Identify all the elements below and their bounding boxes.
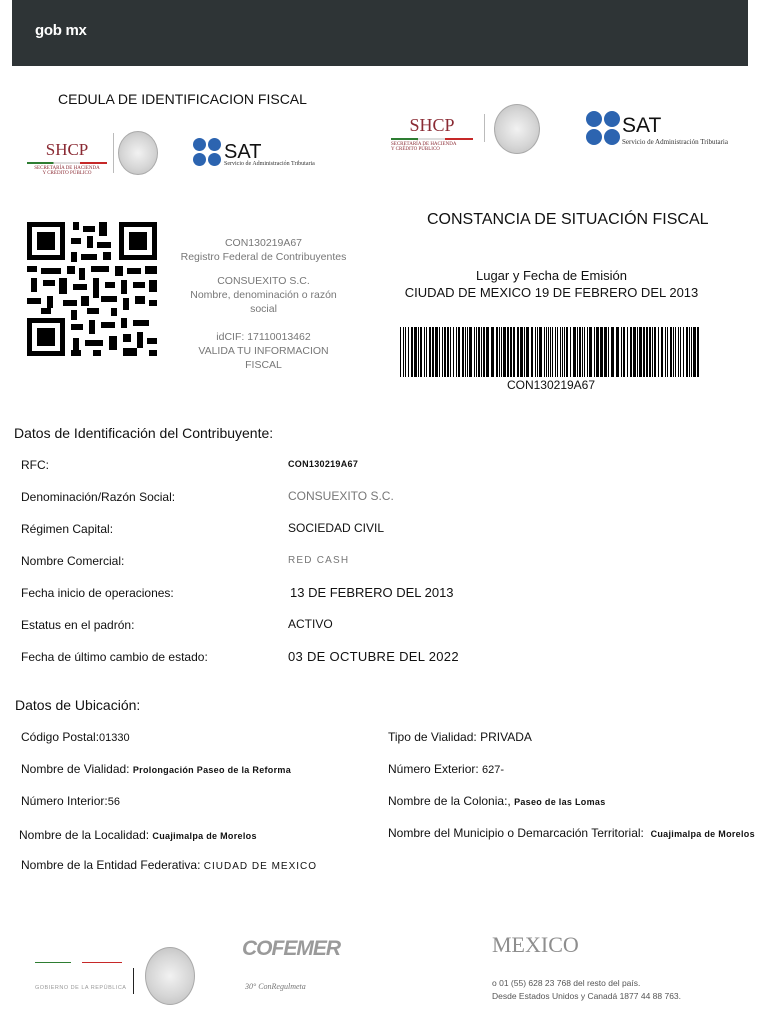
vialidad-label: Nombre de Vialidad:	[21, 762, 130, 776]
barcode-bar	[550, 327, 551, 377]
sat-text-right: SAT	[622, 114, 662, 137]
vialidad-row	[21, 762, 291, 776]
divider-right	[484, 114, 485, 142]
card-name: CONSUEXITO S.C.	[217, 275, 310, 287]
sat-sub-right: Servicio de Administración Tributaria	[622, 138, 728, 146]
barcode-bar	[673, 327, 674, 377]
barcode-bar	[573, 327, 576, 377]
barcode-bar	[481, 327, 482, 377]
barcode-bar	[444, 327, 446, 377]
barcode-bar	[611, 327, 614, 377]
id-value-estatus: ACTIVO	[288, 617, 333, 631]
barcode	[400, 327, 702, 377]
id-value-inicio: 13 DE FEBRERO DEL 2013	[290, 585, 454, 600]
constancia-title: CONSTANCIA DE SITUACIÓN FISCAL	[427, 211, 709, 228]
ext-value: 627-	[482, 764, 505, 776]
barcode-bar	[432, 327, 434, 377]
identificacion-heading: Datos de Identificación del Contribuyente:	[14, 425, 274, 441]
barcode-bar	[539, 327, 542, 377]
entidad-label: Nombre de la Entidad Federativa:	[21, 858, 201, 872]
entidad-value: CIUDAD DE MEXICO	[203, 861, 318, 872]
barcode-bar	[456, 327, 457, 377]
footer-phones	[492, 977, 681, 1003]
colonia-value: Paseo de las Lomas	[514, 797, 606, 807]
barcode-bar	[469, 327, 472, 377]
tipo-label: Tipo de Vialidad:	[388, 730, 477, 744]
id-value-razon: CONSUEXITO S.C.	[288, 489, 394, 503]
footer-line-green	[35, 962, 71, 963]
barcode-bar	[608, 327, 609, 377]
id-label-estatus: Estatus en el padrón:	[21, 618, 135, 632]
id-value-regimen: SOCIEDAD CIVIL	[288, 521, 385, 535]
tipo-row	[388, 730, 532, 744]
barcode-bar	[587, 327, 588, 377]
localidad-label: Nombre de la Localidad:	[19, 828, 150, 842]
cp-row	[21, 730, 130, 744]
barcode-bar	[442, 327, 443, 377]
barcode-bar	[667, 327, 668, 377]
shcp-text: SHCP	[45, 140, 89, 159]
id-value-rfc: CON130219A67	[288, 459, 359, 469]
sat-dots-icon	[193, 138, 221, 166]
sat-dots-icon-right	[586, 111, 620, 145]
barcode-bar	[405, 327, 406, 377]
card-rfc-label: Registro Federal de Contribuyentes	[180, 251, 347, 263]
shcp-sub2-right: Y CRÉDITO PÚBLICO	[391, 147, 440, 152]
barcode-bar	[621, 327, 622, 377]
int-label: Número Interior:	[21, 794, 108, 808]
barcode-bar	[560, 327, 561, 377]
barcode-bar	[435, 327, 438, 377]
vialidad-value: Prolongación Paseo de la Reforma	[132, 765, 291, 775]
barcode-bar	[686, 327, 688, 377]
barcode-bar	[566, 327, 568, 377]
barcode-bar	[524, 327, 525, 377]
barcode-bar	[411, 327, 413, 377]
tipo-value: PRIVADA	[480, 730, 532, 744]
barcode-bar	[548, 327, 549, 377]
footer-line-red	[82, 962, 122, 963]
barcode-bar	[616, 327, 619, 377]
barcode-bar	[654, 327, 656, 377]
barcode-bar	[639, 327, 642, 377]
id-label-rfc: RFC:	[21, 458, 49, 472]
barcode-bar	[652, 327, 653, 377]
barcode-bar	[570, 327, 571, 377]
barcode-bar	[689, 327, 690, 377]
barcode-bar	[562, 327, 563, 377]
barcode-bar	[630, 327, 632, 377]
barcode-bar	[499, 327, 500, 377]
shcp-logo-right	[391, 115, 473, 152]
municipio-label: Nombre del Municipio o Demarcación Territorial:	[388, 826, 644, 840]
municipio-row	[388, 826, 755, 840]
cofemer-sub: 30° ConRegulmeta	[245, 982, 306, 991]
int-value: 56	[107, 796, 120, 808]
barcode-text: CON130219A67	[506, 378, 596, 392]
card-info	[170, 236, 357, 372]
qr-code	[27, 222, 157, 356]
card-name-label2: social	[250, 303, 277, 315]
cp-label: Código Postal:	[21, 730, 100, 744]
divider	[113, 133, 114, 173]
barcode-bar	[577, 327, 578, 377]
barcode-bar	[517, 327, 519, 377]
gobmx-logo[interactable]: gob mx	[35, 22, 87, 39]
barcode-bar	[649, 327, 651, 377]
barcode-bar	[693, 327, 696, 377]
cedula-title: CEDULA DE IDENTIFICACION FISCAL	[58, 91, 307, 107]
barcode-bar	[474, 327, 475, 377]
barcode-bar	[683, 327, 684, 377]
id-label-regimen: Régimen Capital:	[21, 522, 114, 536]
lugar-fecha	[396, 267, 707, 301]
top-bar	[12, 0, 748, 66]
barcode-bar	[478, 327, 480, 377]
barcode-bar	[627, 327, 628, 377]
barcode-bar	[496, 327, 498, 377]
shcp-sub1-right: SECRETARÍA DE HACIENDA	[391, 142, 457, 147]
card-name-label1: Nombre, denominación o razón	[190, 289, 337, 301]
barcode-bar	[465, 327, 466, 377]
barcode-bar	[450, 327, 451, 377]
barcode-bar	[476, 327, 477, 377]
barcode-bar	[582, 327, 583, 377]
ubicacion-heading: Datos de Ubicación:	[15, 697, 141, 713]
int-row	[21, 794, 120, 808]
localidad-value: Cuajimalpa de Morelos	[152, 831, 257, 841]
shcp-logo-left	[27, 140, 107, 176]
barcode-bar	[526, 327, 529, 377]
id-label-razon: Denominación/Razón Social:	[21, 490, 176, 504]
barcode-bar	[458, 327, 460, 377]
localidad-row	[19, 828, 257, 842]
entidad-row	[21, 858, 317, 872]
barcode-bar	[680, 327, 681, 377]
barcode-bar	[520, 327, 523, 377]
lugar-value: CIUDAD DE MEXICO 19 DE FEBRERO DEL 2013	[404, 285, 699, 300]
card-valida1: VALIDA TU INFORMACION	[198, 345, 329, 357]
ext-label: Número Exterior:	[388, 762, 479, 776]
barcode-bar	[623, 327, 625, 377]
footer-phone1: o 01 (55) 628 23 768 del resto del país.	[492, 978, 641, 988]
barcode-bar	[552, 327, 553, 377]
barcode-bar	[555, 327, 556, 377]
card-rfc: CON130219A67	[224, 237, 303, 249]
card-valida2: FISCAL	[245, 359, 282, 371]
barcode-bar	[467, 327, 468, 377]
barcode-bar	[513, 327, 515, 377]
shcp-sub2: Y CRÉDITO PÚBLICO	[42, 171, 92, 176]
ext-row	[388, 762, 504, 776]
barcode-bar	[670, 327, 672, 377]
national-seal-icon-right	[494, 104, 540, 154]
id-label-inicio: Fecha inicio de operaciones:	[21, 586, 174, 600]
id-label-comercial: Nombre Comercial:	[21, 554, 125, 568]
barcode-bar	[501, 327, 502, 377]
footer-seal-icon	[145, 947, 195, 1005]
barcode-bar	[589, 327, 592, 377]
sat-text: SAT	[224, 141, 262, 163]
barcode-bar	[414, 327, 417, 377]
shcp-sub1: SECRETARÍA DE HACIENDA	[34, 166, 100, 171]
barcode-bar	[600, 327, 603, 377]
barcode-bar	[535, 327, 536, 377]
barcode-bar	[697, 327, 699, 377]
id-value-comercial: RED CASH	[288, 555, 350, 566]
barcode-bar	[675, 327, 676, 377]
barcode-bar	[665, 327, 666, 377]
barcode-bar	[637, 327, 638, 377]
barcode-bar	[462, 327, 464, 377]
barcode-bar	[426, 327, 427, 377]
barcode-bar	[403, 327, 404, 377]
barcode-bar	[544, 327, 545, 377]
barcode-bar	[503, 327, 506, 377]
barcode-bar	[661, 327, 663, 377]
barcode-bar	[564, 327, 565, 377]
barcode-bar	[604, 327, 607, 377]
barcode-bar	[483, 327, 485, 377]
cp-value: 01330	[99, 732, 130, 744]
barcode-bar	[579, 327, 581, 377]
barcode-bar	[537, 327, 538, 377]
barcode-bar	[531, 327, 533, 377]
footer-divider	[133, 968, 134, 994]
colonia-label: Nombre de la Colonia:,	[388, 794, 511, 808]
barcode-bar	[633, 327, 636, 377]
barcode-bar	[594, 327, 595, 377]
barcode-bar	[447, 327, 449, 377]
barcode-bar	[678, 327, 679, 377]
barcode-bar	[507, 327, 509, 377]
shcp-text-right: SHCP	[409, 115, 455, 135]
barcode-bar	[691, 327, 692, 377]
barcode-bar	[418, 327, 419, 377]
colonia-row	[388, 794, 606, 808]
barcode-bar	[491, 327, 494, 377]
national-seal-icon	[118, 131, 158, 175]
barcode-bar	[439, 327, 440, 377]
barcode-bar	[420, 327, 422, 377]
barcode-bar	[643, 327, 645, 377]
id-value-cambio: 03 DE OCTUBRE DEL 2022	[288, 649, 459, 664]
barcode-bar	[584, 327, 585, 377]
barcode-bar	[557, 327, 558, 377]
barcode-bar	[546, 327, 547, 377]
barcode-bar	[658, 327, 659, 377]
footer-mexico: MEXICO	[492, 932, 579, 957]
barcode-bar	[408, 327, 409, 377]
barcode-bar	[400, 327, 401, 377]
barcode-bar	[429, 327, 431, 377]
barcode-bar	[424, 327, 425, 377]
card-idcif: idCIF: 17110013462	[216, 331, 311, 343]
footer-phone2: Desde Estados Unidos y Canadá 1877 44 88 763.	[492, 991, 682, 1001]
municipio-value: Cuajimalpa de Morelos	[650, 829, 755, 839]
barcode-bar	[510, 327, 512, 377]
barcode-bar	[453, 327, 454, 377]
sat-sub: Servicio de Administración Tributaria	[224, 161, 315, 167]
barcode-bar	[646, 327, 648, 377]
barcode-bar	[486, 327, 489, 377]
barcode-bar	[596, 327, 599, 377]
gobierno-text: GOBIERNO DE LA REPÚBLICA	[35, 985, 127, 991]
id-label-cambio: Fecha de último cambio de estado:	[21, 650, 208, 664]
cofemer-logo: COFEMER	[242, 937, 340, 960]
lugar-label: Lugar y Fecha de Emisión	[475, 268, 628, 283]
